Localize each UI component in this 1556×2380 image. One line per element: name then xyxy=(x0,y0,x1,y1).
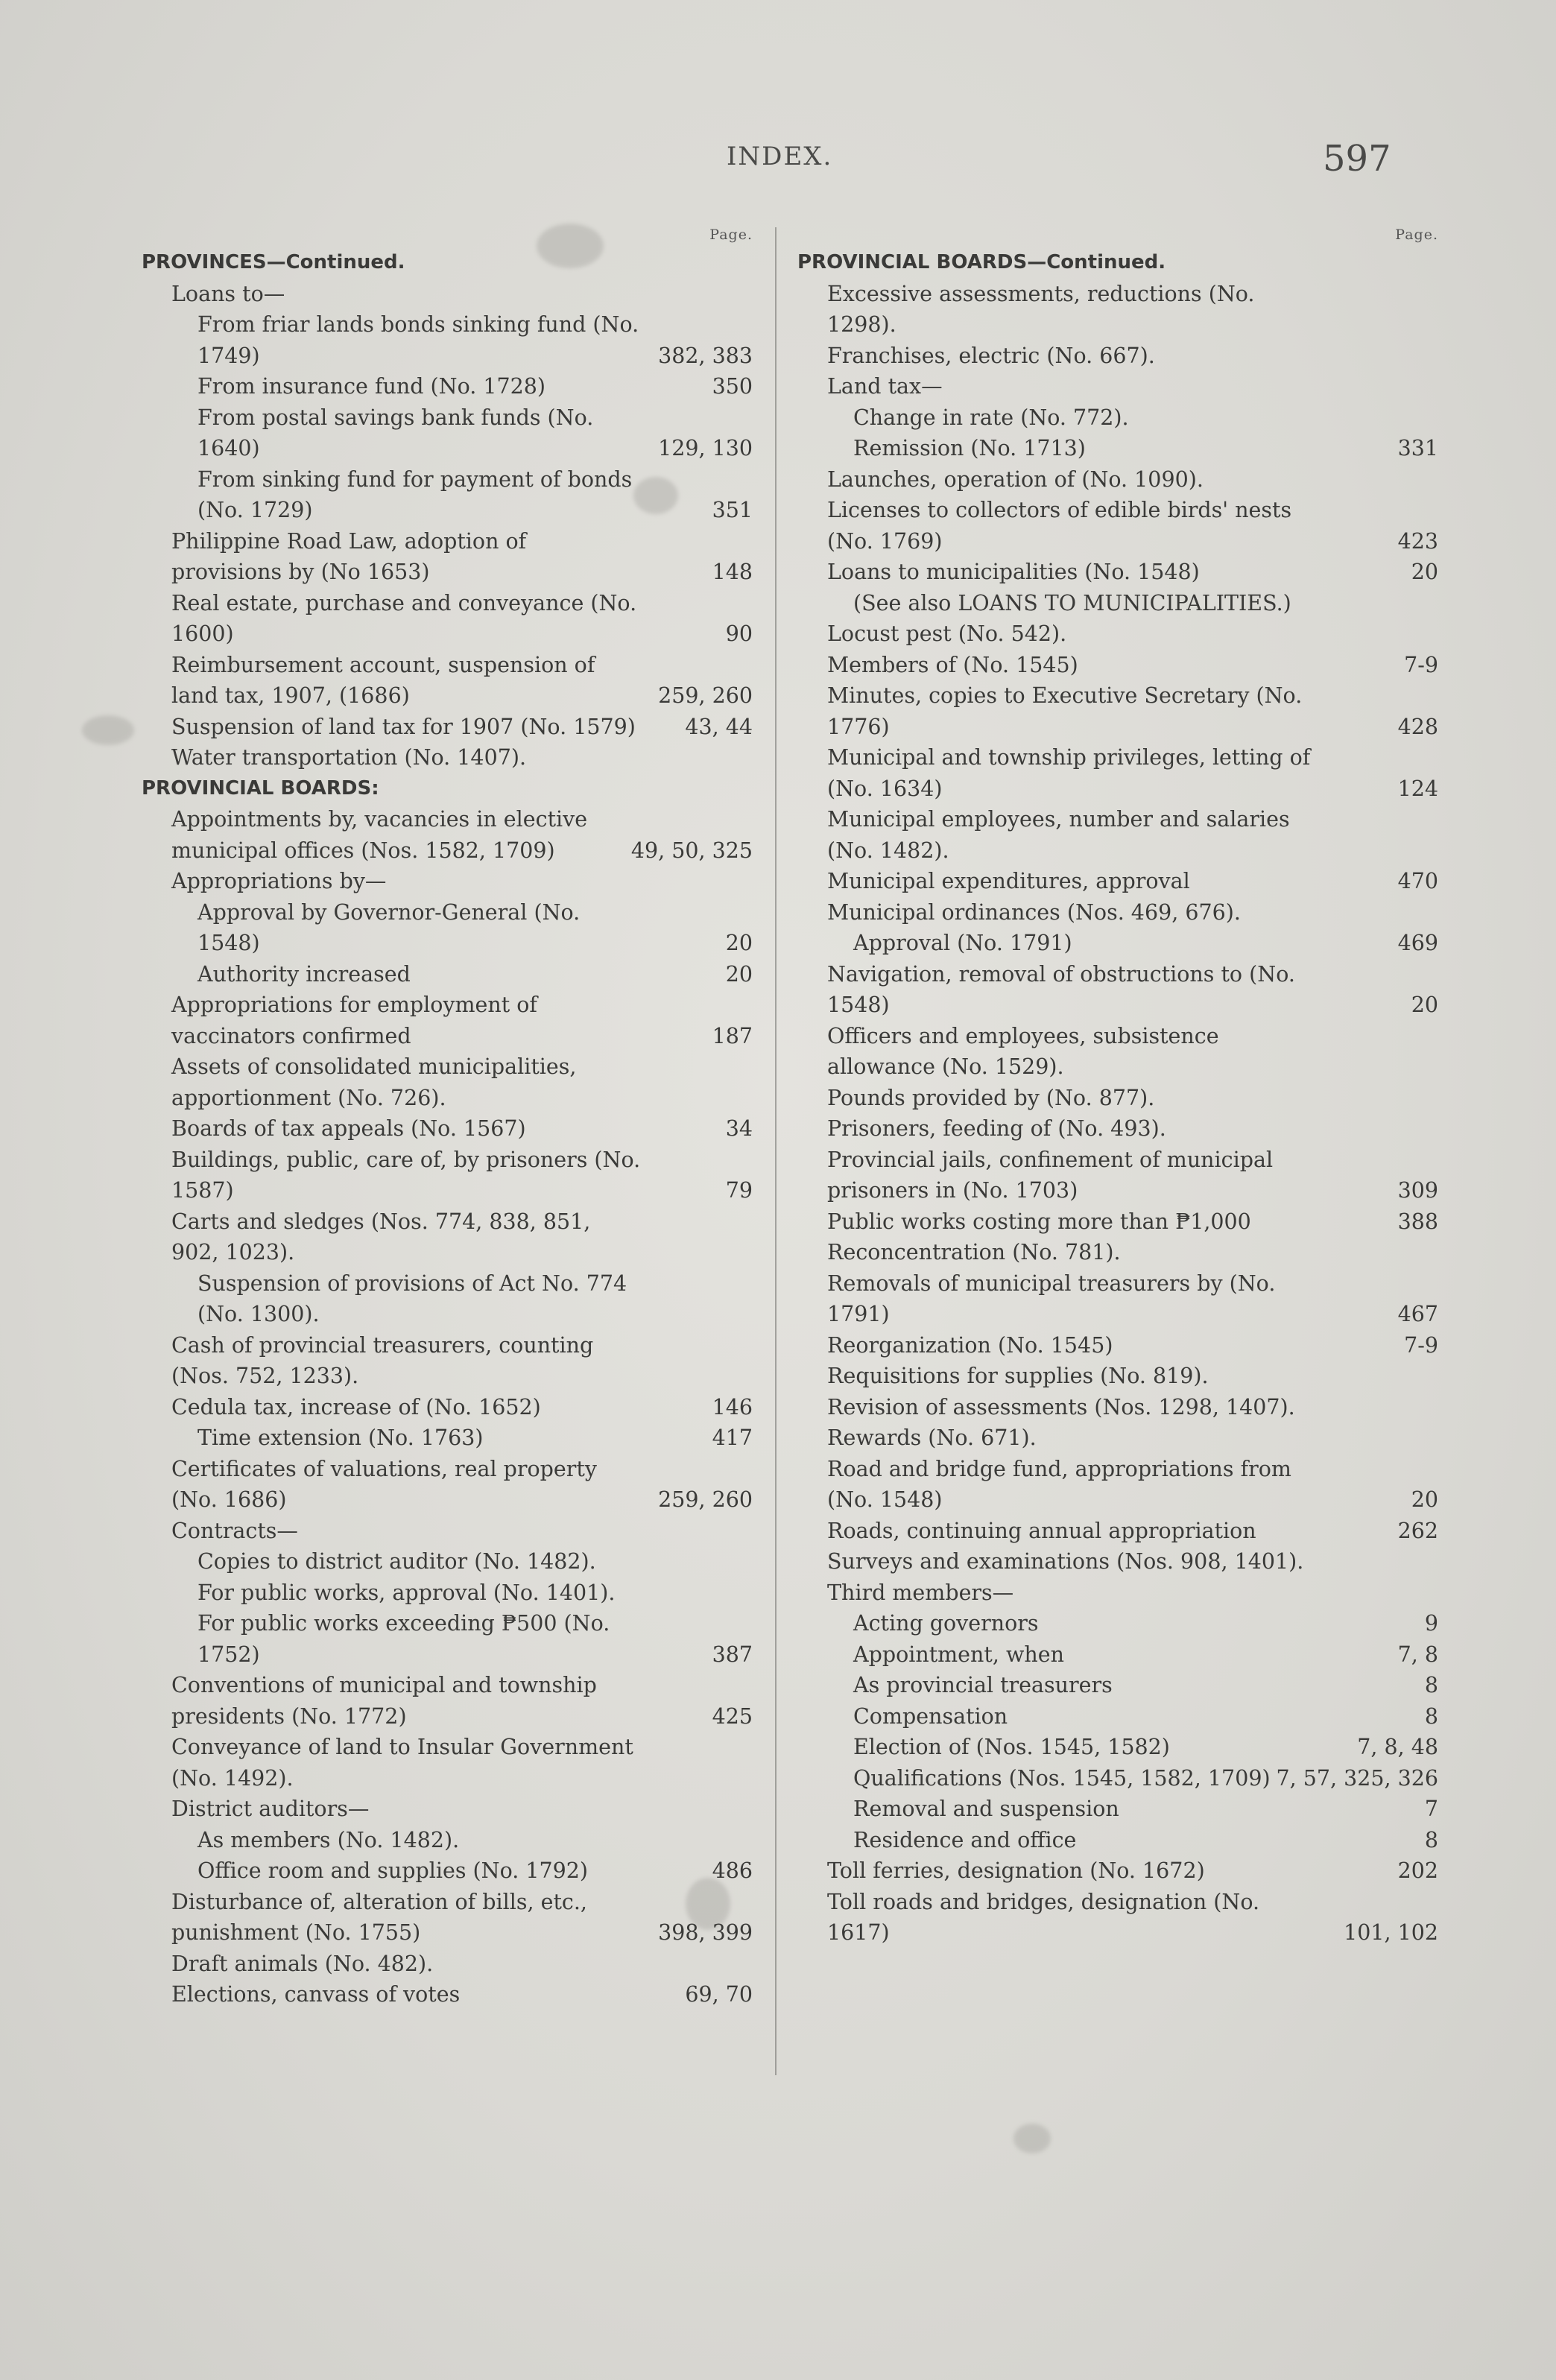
entry-page-ref: 202 xyxy=(1397,1858,1438,1883)
index-entry xyxy=(797,1825,1438,1856)
entry-text: Removal and suspension xyxy=(853,1797,1119,1821)
index-entry xyxy=(142,1454,753,1516)
index-entry xyxy=(797,928,1438,959)
entry-text: From sinking fund for payment of bonds (No. 1729) xyxy=(197,466,633,522)
entry-page-ref: 486 xyxy=(712,1858,753,1883)
entry-text: Appointments by, vacancies in elective municipal offices (Nos. 1582, 1709) xyxy=(171,807,588,863)
entry-text: Licenses to collectors of edible birds' nests (No. 1769) xyxy=(827,498,1292,554)
entry-text: Real estate, purchase and conveyance (No. 1600) xyxy=(171,590,637,646)
index-entry xyxy=(142,1051,753,1113)
entry-page-ref: 387 xyxy=(712,1642,753,1667)
index-entry xyxy=(142,1422,753,1454)
index-entry xyxy=(797,1855,1438,1887)
index-heading: PROVINCIAL BOARDS—Continued. xyxy=(797,251,1166,273)
entry-text: Suspension of land tax for 1907 (No. 1579) xyxy=(171,714,636,739)
entry-text: Acting governors xyxy=(853,1611,1039,1636)
index-entry xyxy=(142,279,753,310)
entry-text: Certificates of valuations, real property (No. 1686) xyxy=(171,1456,597,1512)
index-entry xyxy=(142,1546,753,1577)
entry-page-ref: 148 xyxy=(712,560,753,584)
entry-text: Members of (No. 1545) xyxy=(827,652,1078,677)
index-entry xyxy=(797,371,1438,402)
entry-page-ref: 8 xyxy=(1424,1827,1438,1852)
index-entry xyxy=(142,1825,753,1856)
index-entry xyxy=(142,402,753,464)
index-entry xyxy=(797,1577,1438,1609)
entry-text: Land tax— xyxy=(827,374,943,399)
index-entry xyxy=(797,495,1438,557)
entry-text: For public works, approval (No. 1401). xyxy=(197,1580,616,1605)
entry-text: Conveyance of land to Insular Government (No. 1492). xyxy=(171,1735,633,1791)
entry-text: As members (No. 1482). xyxy=(197,1827,460,1852)
index-entry xyxy=(797,1145,1438,1206)
entry-text: (See also LOANS TO MUNICIPALITIES.) xyxy=(853,590,1291,615)
entry-text: Provincial jails, confinement of municipal prisoners in (No. 1703) xyxy=(827,1147,1274,1203)
left-index-entries xyxy=(142,247,753,2010)
entry-text: Qualifications (Nos. 1545, 1582, 1709) xyxy=(853,1765,1271,1791)
index-entry xyxy=(797,1330,1438,1361)
index-entry xyxy=(797,1268,1438,1330)
entry-page-ref: 388 xyxy=(1397,1209,1438,1234)
index-entry xyxy=(142,1855,753,1887)
index-entry xyxy=(797,866,1438,897)
index-entry xyxy=(142,897,753,959)
entry-text: Office room and supplies (No. 1792) xyxy=(197,1858,589,1883)
entry-page-ref: 350 xyxy=(712,374,753,399)
index-entry xyxy=(797,588,1438,619)
entry-text: Road and bridge fund, appropriations from (No. 1548) xyxy=(827,1456,1291,1512)
running-title: INDEX. xyxy=(727,142,833,171)
entry-page-ref: 187 xyxy=(712,1023,753,1048)
entry-text: Toll roads and bridges, designation (No. 1617) xyxy=(827,1889,1260,1945)
index-entry xyxy=(142,1887,753,1949)
entry-text: Copies to district auditor (No. 1482). xyxy=(197,1549,596,1574)
index-entry xyxy=(797,1422,1438,1454)
index-entry xyxy=(797,618,1438,650)
index-entry xyxy=(797,1608,1438,1639)
entry-page-ref: 7, 8 xyxy=(1397,1642,1438,1667)
entry-page-ref: 262 xyxy=(1397,1518,1438,1543)
entry-page-ref: 43, 44 xyxy=(685,714,753,739)
page-column-header: Page. xyxy=(1395,227,1438,243)
entry-text: Rewards (No. 671). xyxy=(827,1425,1037,1450)
entry-text: Municipal expenditures, approval xyxy=(827,869,1190,893)
entry-text: Contracts— xyxy=(171,1518,298,1543)
entry-text: Launches, operation of (No. 1090). xyxy=(827,466,1204,492)
index-entry xyxy=(142,588,753,650)
entry-page-ref: 124 xyxy=(1397,776,1438,801)
index-entry xyxy=(142,464,753,526)
entry-text: Buildings, public, care of, by prisoners (No. 1587) xyxy=(171,1147,641,1203)
entry-page-ref: 34 xyxy=(725,1116,753,1141)
entry-page-ref: 382, 383 xyxy=(658,343,753,368)
entry-text: Appropriations for employment of vaccinators confirmed xyxy=(171,993,537,1048)
entry-text: Remission (No. 1713) xyxy=(853,436,1086,461)
entry-text: Cedula tax, increase of (No. 1652) xyxy=(171,1394,541,1420)
index-entry xyxy=(797,1701,1438,1732)
entry-text: Loans to municipalities (No. 1548) xyxy=(827,560,1200,584)
entry-page-ref: 7-9 xyxy=(1404,1332,1438,1358)
entry-text: Franchises, electric (No. 667). xyxy=(827,343,1155,368)
index-entry xyxy=(797,1546,1438,1577)
index-entry xyxy=(797,804,1438,866)
index-entry xyxy=(142,1206,753,1268)
index-entry xyxy=(797,1732,1438,1763)
entry-page-ref: 20 xyxy=(725,961,753,987)
entry-text: Conventions of municipal and township presidents (No. 1772) xyxy=(171,1673,597,1729)
index-entry xyxy=(797,1113,1438,1145)
entry-text: Assets of consolidated municipalities, apportionment (No. 726). xyxy=(171,1054,577,1110)
entry-text: Requisitions for supplies (No. 819). xyxy=(827,1364,1209,1388)
index-entry xyxy=(797,247,1438,279)
index-entry xyxy=(797,1887,1438,1949)
entry-text: Navigation, removal of obstructions to (No. 1548) xyxy=(827,961,1295,1017)
index-entry xyxy=(797,464,1438,496)
index-entry xyxy=(142,1113,753,1145)
entry-page-ref: 470 xyxy=(1397,869,1438,893)
entry-page-ref: 7-9 xyxy=(1404,652,1438,677)
entry-text: Locust pest (No. 542). xyxy=(827,621,1067,646)
entry-text: Pounds provided by (No. 877). xyxy=(827,1085,1155,1110)
right-column xyxy=(797,224,1438,1949)
index-entry xyxy=(797,650,1438,681)
entry-text: Boards of tax appeals (No. 1567) xyxy=(171,1116,526,1141)
entry-page-ref: 259, 260 xyxy=(658,683,753,708)
index-entry xyxy=(142,959,753,990)
index-entry xyxy=(142,1949,753,1980)
entry-text: Revision of assessments (Nos. 1298, 1407). xyxy=(827,1394,1295,1420)
index-entry xyxy=(142,742,753,773)
entry-text: Approval (No. 1791) xyxy=(853,931,1072,955)
entry-text: From postal savings bank funds (No. 1640) xyxy=(197,405,594,461)
entry-text: Election of (Nos. 1545, 1582) xyxy=(853,1735,1170,1759)
entry-page-ref: 146 xyxy=(712,1394,753,1420)
entry-text: Surveys and examinations (Nos. 908, 1401). xyxy=(827,1549,1304,1574)
index-entry xyxy=(142,1145,753,1206)
entry-text: Draft animals (No. 482). xyxy=(171,1951,434,1976)
index-entry xyxy=(797,1516,1438,1547)
page-number: 597 xyxy=(1323,138,1391,180)
entry-text: From friar lands bonds sinking fund (No. 1749) xyxy=(197,312,639,368)
index-entry xyxy=(797,1763,1438,1794)
index-entry xyxy=(797,897,1438,928)
index-entry xyxy=(797,1206,1438,1238)
index-entry xyxy=(797,433,1438,464)
entry-text: Time extension (No. 1763) xyxy=(197,1425,484,1450)
entry-text: For public works exceeding ₱500 (No. 1752) xyxy=(197,1611,610,1667)
entry-text: Municipal employees, number and salaries (No. 1482). xyxy=(827,807,1290,863)
right-index-entries xyxy=(797,247,1438,1949)
entry-text: Public works costing more than ₱1,000 xyxy=(827,1209,1251,1234)
index-entry xyxy=(797,341,1438,372)
entry-text: Philippine Road Law, adoption of provisions by (No 1653) xyxy=(171,528,527,584)
index-entry xyxy=(142,866,753,897)
entry-page-ref: 331 xyxy=(1397,436,1438,461)
index-entry xyxy=(142,526,753,588)
entry-text: Reorganization (No. 1545) xyxy=(827,1332,1113,1358)
index-entry xyxy=(142,712,753,743)
entry-page-ref: 79 xyxy=(725,1178,753,1203)
entry-text: As provincial treasurers xyxy=(853,1673,1113,1697)
index-entry xyxy=(142,773,753,805)
index-entry xyxy=(797,557,1438,588)
index-entry xyxy=(797,1670,1438,1701)
index-entry xyxy=(797,279,1438,341)
entry-page-ref: 20 xyxy=(1411,993,1438,1017)
entry-text: Elections, canvass of votes xyxy=(171,1982,461,2007)
entry-page-ref: 8 xyxy=(1424,1703,1438,1729)
entry-text: Removals of municipal treasurers by (No. 1791) xyxy=(827,1270,1276,1326)
index-entry xyxy=(797,1361,1438,1392)
index-entry xyxy=(142,1608,753,1670)
entry-text: Suspension of provisions of Act No. 774 (No. 1300). xyxy=(197,1270,627,1326)
entry-text: Roads, continuing annual appropriation xyxy=(827,1518,1256,1543)
index-entry xyxy=(142,804,753,866)
entry-page-ref: 7 xyxy=(1424,1797,1438,1821)
entry-page-ref: 69, 70 xyxy=(685,1982,753,2007)
entry-text: Officers and employees, subsistence allowance (No. 1529). xyxy=(827,1023,1219,1079)
index-entry xyxy=(142,309,753,371)
index-entry xyxy=(797,959,1438,1021)
entry-page-ref: 425 xyxy=(712,1703,753,1729)
index-entry xyxy=(797,742,1438,804)
entry-page-ref: 428 xyxy=(1397,714,1438,739)
entry-page-ref: 129, 130 xyxy=(658,436,753,461)
entry-text: Compensation xyxy=(853,1703,1008,1729)
entry-text: Reconcentration (No. 781). xyxy=(827,1240,1121,1265)
entry-text: Municipal and township privileges, letting of (No. 1634) xyxy=(827,745,1311,801)
index-entry xyxy=(142,1330,753,1392)
entry-text: Carts and sledges (Nos. 774, 838, 851, 902, 1023). xyxy=(171,1209,591,1265)
entry-text: Toll ferries, designation (No. 1672) xyxy=(827,1858,1205,1883)
index-heading: PROVINCES—Continued. xyxy=(142,251,405,273)
entry-page-ref: 398, 399 xyxy=(658,1920,753,1945)
index-entry xyxy=(797,1021,1438,1083)
index-entry xyxy=(142,1268,753,1330)
entry-page-ref: 9 xyxy=(1424,1611,1438,1636)
index-entry xyxy=(142,990,753,1051)
entry-page-ref: 351 xyxy=(712,498,753,522)
entry-text: Reimbursement account, suspension of land tax, 1907, (1686) xyxy=(171,652,595,708)
index-entry xyxy=(142,1794,753,1825)
entry-text: Change in rate (No. 772). xyxy=(853,405,1129,430)
entry-page-ref: 467 xyxy=(1397,1302,1438,1326)
index-heading: PROVINCIAL BOARDS: xyxy=(142,776,379,800)
entry-text: Prisoners, feeding of (No. 493). xyxy=(827,1116,1166,1141)
column-divider xyxy=(775,227,777,2075)
entry-page-ref: 7, 57, 325, 326 xyxy=(1276,1765,1438,1791)
entry-page-ref: 7, 8, 48 xyxy=(1357,1735,1438,1759)
index-entry xyxy=(142,1670,753,1732)
index-entry xyxy=(142,1577,753,1609)
index-entry xyxy=(797,1237,1438,1268)
entry-page-ref: 8 xyxy=(1424,1673,1438,1697)
index-entry xyxy=(797,402,1438,434)
entry-text: Authority increased xyxy=(197,961,411,987)
page-column-header: Page. xyxy=(709,227,753,243)
index-entry xyxy=(797,1392,1438,1423)
left-column xyxy=(142,224,753,2010)
entry-text: Loans to— xyxy=(171,281,285,306)
entry-text: Appointment, when xyxy=(853,1642,1064,1667)
entry-text: Disturbance of, alteration of bills, etc., punishment (No. 1755) xyxy=(171,1889,587,1945)
index-entry xyxy=(797,1083,1438,1114)
index-entry xyxy=(142,1516,753,1547)
entry-text: Municipal ordinances (Nos. 469, 676). xyxy=(827,899,1241,925)
entry-text: Appropriations by— xyxy=(171,869,387,893)
index-entry xyxy=(797,1454,1438,1516)
entry-text: Water transportation (No. 1407). xyxy=(171,745,527,770)
entry-page-ref: 417 xyxy=(712,1425,753,1450)
entry-text: Cash of provincial treasurers, counting (Nos. 752, 1233). xyxy=(171,1332,594,1388)
entry-text: Third members— xyxy=(827,1580,1014,1605)
index-entry xyxy=(142,371,753,402)
index-entry xyxy=(142,1732,753,1794)
entry-page-ref: 20 xyxy=(725,931,753,955)
entry-page-ref: 469 xyxy=(1397,931,1438,955)
index-entry xyxy=(142,1392,753,1423)
index-entry xyxy=(142,1979,753,2010)
entry-page-ref: 49, 50, 325 xyxy=(630,838,753,863)
index-entry xyxy=(797,1794,1438,1825)
entry-page-ref: 20 xyxy=(1411,560,1438,584)
entry-page-ref: 101, 102 xyxy=(1344,1920,1438,1945)
entry-text: Excessive assessments, reductions (No. 1298). xyxy=(827,281,1255,337)
index-entry xyxy=(797,680,1438,742)
entry-page-ref: 423 xyxy=(1397,528,1438,554)
entry-page-ref: 20 xyxy=(1411,1487,1438,1512)
entry-text: Approval by Governor-General (No. 1548) xyxy=(197,899,581,955)
entry-text: District auditors— xyxy=(171,1797,370,1821)
entry-page-ref: 90 xyxy=(725,621,753,646)
entry-text: Minutes, copies to Executive Secretary (No. 1776) xyxy=(827,683,1303,739)
index-entry xyxy=(797,1639,1438,1671)
index-entry xyxy=(142,247,753,279)
entry-text: From insurance fund (No. 1728) xyxy=(197,374,545,399)
index-entry xyxy=(142,650,753,712)
entry-page-ref: 259, 260 xyxy=(658,1487,753,1512)
entry-page-ref: 309 xyxy=(1397,1178,1438,1203)
entry-text: Residence and office xyxy=(853,1827,1077,1852)
